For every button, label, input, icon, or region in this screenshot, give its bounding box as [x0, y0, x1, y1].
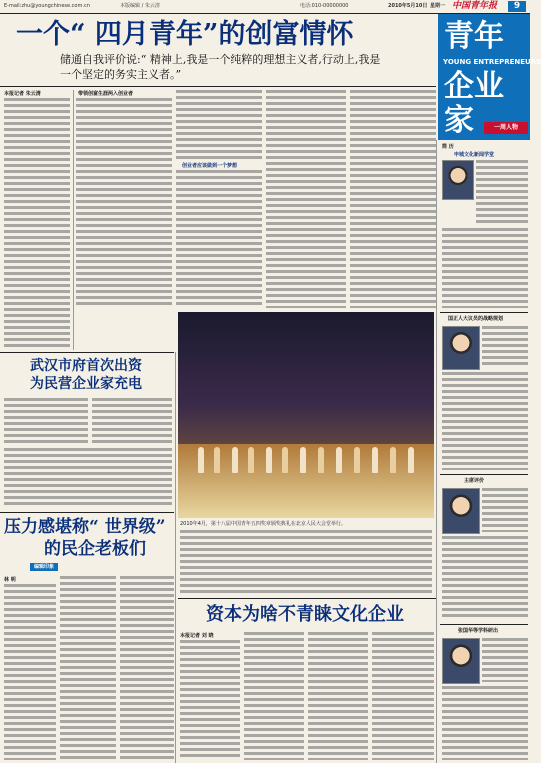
pressure-text-3: [120, 576, 174, 760]
box2-text-b: [442, 372, 528, 470]
headline-rule: [0, 86, 436, 87]
main-article-col-5: [350, 90, 436, 308]
profile-label: 简 历: [442, 144, 454, 150]
box2-portrait: [442, 326, 480, 370]
col-divider: [73, 90, 74, 350]
header-date: 2010年5月10日: [388, 3, 428, 9]
box4-head: 张国华等学科研出: [458, 628, 499, 634]
box2-text-a: [482, 326, 528, 368]
main-col2-head: 带领创富生涯两入创业者: [78, 91, 134, 97]
profile-text-a: [476, 160, 528, 224]
masthead-logo: 中国青年报: [452, 1, 498, 11]
wuhan-text-2: [92, 398, 172, 446]
box4-portrait: [442, 638, 480, 684]
box3-text-b: [442, 536, 528, 620]
section-title-1: 青年: [444, 19, 504, 54]
photo-story-text: [180, 530, 432, 594]
section-title-en: YOUNG ENTREPRENEURS: [443, 58, 541, 66]
right-rule-3: [440, 624, 528, 625]
box4-text-a: [482, 638, 528, 682]
main-article-col-3a: [176, 90, 262, 160]
header-email: E-mail:zhu@youngchinese.com.cn: [4, 3, 90, 9]
wuhan-headline-2: 为民营企业家充电: [30, 376, 142, 392]
pressure-top-rule: [0, 512, 174, 513]
box3-head: 主席评价: [464, 478, 485, 484]
header-editor: 本版编辑 / 朱云清: [120, 3, 160, 9]
capital-text-4: [372, 632, 434, 760]
main-article-col-2: [76, 98, 172, 308]
main-headline: 一个“ 四月青年”的创富情怀: [16, 19, 354, 50]
page-number-badge: 9: [508, 1, 526, 12]
main-col3-head: 创业者应该做到一个梦想: [182, 163, 238, 169]
header-weekday: 星期一: [430, 3, 446, 9]
main-subhead-line2: 一个坚定的务实主义者。”: [60, 68, 182, 81]
profile-name: 申城文化新闻学堂: [454, 152, 495, 158]
box4-text-b: [442, 686, 528, 760]
capital-headline: 资本为啥不青睐文化企业: [206, 604, 404, 625]
profile-portrait: [442, 160, 474, 200]
box3-text-a: [482, 488, 528, 532]
section-title-2: 企业家: [444, 69, 504, 138]
right-col-divider: [436, 140, 437, 763]
box2-head: 国正人大议员的战略规划: [448, 316, 504, 322]
main-article-col-1: [4, 98, 70, 348]
ceremony-photo: [178, 312, 434, 518]
wuhan-text-1: [4, 398, 88, 446]
wuhan-headline-1: 武汉市府首次出资: [30, 358, 142, 374]
page-header-bar: [0, 0, 530, 12]
capital-text-2: [244, 632, 304, 760]
main-subhead-line1: 储通自我评价说:“ 精神上,我是一个纯粹的理想主义者,行动上,我是: [60, 53, 381, 66]
photo-caption: 2010年4月，第十八届中国青年五四奖章颁奖典礼在北京人民大会堂举行。: [180, 521, 346, 527]
wuhan-text-3: [4, 448, 172, 508]
capital-text-3: [308, 632, 368, 760]
capital-byline: 本报记者 刘 晓: [180, 633, 214, 639]
left-col-divider: [175, 352, 176, 763]
main-byline: 本报记者 朱云清: [4, 91, 41, 97]
pressure-headline-1: 压力感堪称“ 世界级”: [4, 517, 166, 537]
wuhan-top-rule: [0, 352, 174, 353]
pressure-byline: 林 明: [4, 577, 16, 583]
right-rule-1: [440, 312, 528, 313]
pressure-kicker: 编辑印象: [30, 563, 58, 571]
profile-text-b: [442, 228, 528, 308]
capital-text-1: [180, 640, 240, 760]
section-tag: 一周人物: [484, 122, 528, 134]
capital-top-rule: [178, 598, 436, 599]
right-rule-2: [440, 474, 528, 475]
box3-portrait: [442, 488, 480, 534]
header-phone: 电话:010-00000000: [300, 3, 349, 9]
pressure-text-2: [60, 576, 116, 760]
pressure-text-1: [4, 584, 56, 760]
section-panel: [438, 14, 541, 140]
pressure-headline-2: 的民企老板们: [44, 539, 146, 559]
main-article-col-3b: [176, 170, 262, 308]
main-article-col-4: [266, 90, 346, 308]
